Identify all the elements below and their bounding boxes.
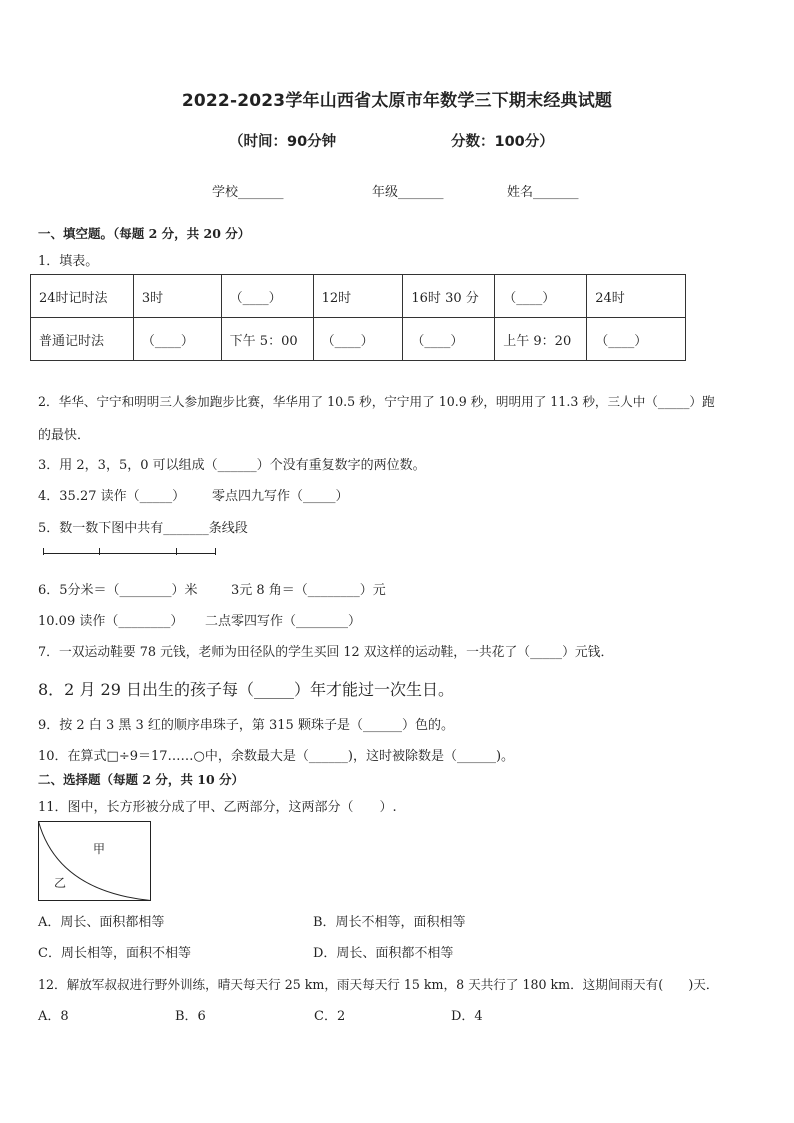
- table-cell: （____）: [495, 275, 587, 318]
- table-cell: 24时: [587, 275, 686, 318]
- option-11-a: A．周长、面积都相等: [38, 915, 165, 930]
- segment-endpoint: [99, 548, 100, 555]
- option-11-d: D．周长、面积都不相等: [313, 946, 454, 961]
- question-6d: 二点零四写作（________）: [205, 614, 362, 629]
- question-1-stem: 1．填表。: [38, 254, 99, 269]
- grade-field: 年级_______: [372, 185, 444, 200]
- question-2-line-2: 的最快．: [38, 428, 91, 443]
- question-11-stem: 11．图中，长方形被分成了甲、乙两部分，这两部分（ ）.: [38, 800, 397, 815]
- table-cell: 3时: [133, 275, 221, 318]
- table-cell: 16时 30 分: [403, 275, 495, 318]
- segment-endpoint: [215, 548, 216, 555]
- exam-title: 2022-2023学年山西省太原市年数学三下期末经典试题: [181, 91, 613, 111]
- option-11-b: B．周长不相等，面积相等: [313, 915, 466, 930]
- question-6b: 3元 8 角＝（________）元: [231, 583, 386, 598]
- table-cell: （____）: [313, 318, 403, 361]
- label-yi: 乙: [54, 876, 67, 890]
- option-12-c: C．2: [314, 1009, 346, 1024]
- exam-time: （时间：90分钟: [229, 134, 337, 150]
- question-2-line-1: 2．华华、宁宁和明明三人参加跑步比赛，华华用了 10.5 秒，宁宁用了 10.9 秒，明明用了 11.3 秒，三人中（_____）跑: [38, 394, 715, 409]
- question-4b: 零点四九写作（_____）: [212, 489, 349, 504]
- table-row-12h: [31, 318, 686, 361]
- question-4a: 4．35.27 读作（_____）: [38, 489, 186, 504]
- table-cell: 12时: [313, 275, 403, 318]
- question-9: 9．按 2 白 3 黑 3 红的顺序串珠子，第 315 颗珠子是（______）色的。: [38, 718, 454, 733]
- option-11-c: C．周长相等，面积不相等: [38, 946, 191, 961]
- question-6c: 10.09 读作（________）: [38, 614, 184, 629]
- section-1-heading: 一、填空题。（每题 2 分，共 20 分）: [38, 226, 251, 241]
- table-cell: （____）: [133, 318, 221, 361]
- question-7: 7．一双运动鞋要 78 元钱，老师为田径队的学生买回 12 双这样的运动鞋，一共花了（_____）元钱．: [38, 645, 614, 660]
- option-12-d: D．4: [451, 1009, 483, 1024]
- question-10: 10．在算式□÷9＝17……○中，余数最大是（______)，这时被除数是（______)。: [38, 749, 515, 764]
- option-12-b: B．6: [175, 1009, 206, 1024]
- table-cell: 普通记时法: [31, 318, 134, 361]
- segment-endpoint: [43, 548, 44, 555]
- table-cell: 上午 9：20: [495, 318, 587, 361]
- option-12-a: A．8: [38, 1009, 69, 1024]
- question-8: 8．2 月 29 日出生的孩子每（_____）年才能过一次生日。: [38, 680, 454, 699]
- name-field: 姓名_______: [507, 185, 579, 200]
- question-6a: 6．5分米＝（________）米: [38, 583, 198, 598]
- school-field: 学校_______: [212, 185, 284, 200]
- line-segment: [43, 553, 216, 554]
- section-2-heading: 二、选择题（每题 2 分，共 10 分）: [38, 772, 245, 787]
- segment-endpoint: [176, 548, 177, 555]
- table-row-24h: [31, 275, 686, 318]
- time-conversion-table: [30, 274, 686, 361]
- label-jia: 甲: [93, 842, 106, 856]
- table-cell: （____）: [587, 318, 686, 361]
- exam-score: 分数：100分）: [451, 134, 554, 150]
- table-cell: 24时记时法: [31, 275, 134, 318]
- question-12-stem: 12．解放军叔叔进行野外训练，晴天每天行 25 km，雨天每天行 15 km，8 天共行了 180 km．这期间雨天有( )天．: [38, 977, 719, 992]
- table-cell: 下午 5：00: [221, 318, 313, 361]
- table-cell: （____）: [221, 275, 313, 318]
- question-5: 5．数一数下图中共有_______条线段: [38, 521, 248, 536]
- question-3: 3．用 2，3，5，0 可以组成（______）个没有重复数字的两位数。: [38, 458, 426, 473]
- table-cell: （____）: [403, 318, 495, 361]
